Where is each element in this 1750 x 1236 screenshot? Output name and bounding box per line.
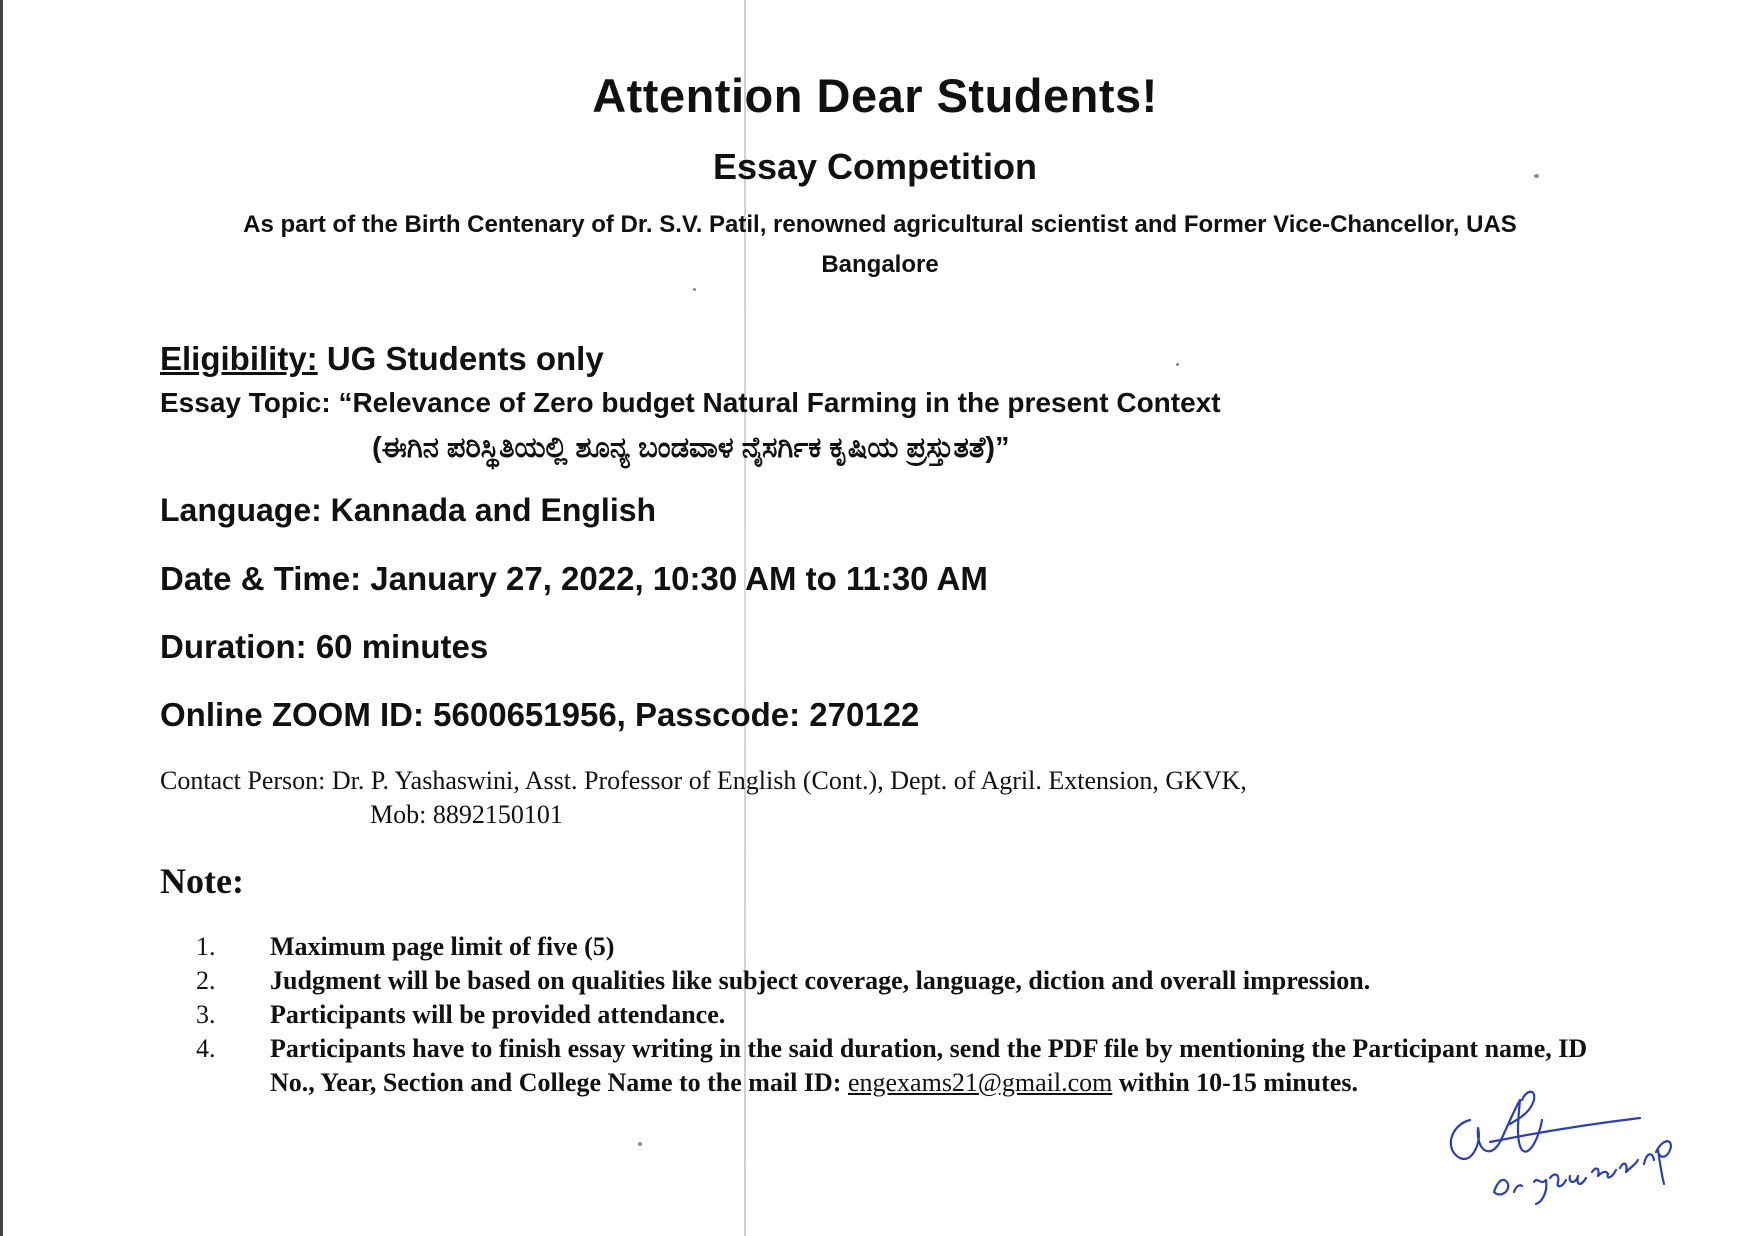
scan-speck [693, 288, 696, 291]
essay-topic-line [160, 387, 1221, 419]
eligibility-value: UG Students only [317, 340, 604, 377]
list-item-text: Participants have to finish essay writing in the said duration, send the PDF file by mentioning the Participant name, ID No., Year, Section and College Name to the mail ID: [270, 1034, 1588, 1097]
page-subtitle: Essay Competition [712, 146, 1038, 187]
list-item [160, 998, 1620, 1032]
list-item-number: 2. [196, 966, 216, 995]
handwritten-signature [1430, 1080, 1710, 1210]
list-item-text: Maximum page limit of five (5) [270, 932, 615, 961]
email-link[interactable]: engexams21@gmail.com [847, 1068, 1113, 1097]
language-line: Language: Kannada and English [160, 492, 657, 528]
list-item-text: Judgment will be based on qualities like subject coverage, language, diction and overall impression. [270, 966, 1371, 995]
list-item-number: 3. [196, 1000, 216, 1029]
list-item [160, 1032, 1620, 1100]
essay-topic-kannada: (ಈಗಿನ ಪರಿಸ್ಥಿತಿಯಲ್ಲಿ ಶೂನ್ಯ ಬಂಡವಾಳ ನೈಸರ್ಗಿಕ ಕೃಷಿಯ ಪ್ರಸ್ತುತತೆ)” [372, 432, 1010, 464]
contact-person-line: Contact Person: Dr. P. Yashaswini, Asst. Professor of English (Cont.), Dept. of Agril. Extension, GKVK, [160, 766, 1247, 795]
essay-topic-english: “Relevance of Zero budget Natural Farming in the present Context [338, 387, 1221, 418]
scan-speck [1176, 363, 1179, 366]
list-item [160, 930, 1620, 964]
list-item-text: Participants will be provided attendance. [270, 1000, 726, 1029]
note-heading: Note: [160, 861, 244, 901]
eligibility-label: Eligibility: [160, 340, 318, 377]
list-item-text: within 10-15 minutes. [1112, 1068, 1358, 1097]
notes-list [160, 930, 1620, 1100]
contact-mobile-line: Mob: 8892150101 [370, 800, 563, 829]
date-time-line: Date & Time: January 27, 2022, 10:30 AM to 11:30 AM [160, 560, 988, 597]
scan-speck [638, 1142, 642, 1146]
occasion-text: As part of the Birth Centenary of Dr. S.V. Patil, renowned agricultural scientist and Former Vice-Chancellor, UAS Bangalore [243, 211, 1517, 278]
list-item-number: 1. [196, 932, 216, 961]
signature-text: Dr. Yashaswini P [1532, 1198, 1608, 1209]
eligibility-line [160, 340, 604, 378]
list-item-number: 4. [196, 1034, 216, 1063]
page-title: Attention Dear Students! [592, 69, 1158, 122]
duration-line: Duration: 60 minutes [160, 628, 489, 665]
list-item [160, 964, 1620, 998]
essay-topic-label: Essay Topic: [160, 387, 339, 418]
zoom-id-line: Online ZOOM ID: 5600651956, Passcode: 270122 [160, 696, 920, 733]
